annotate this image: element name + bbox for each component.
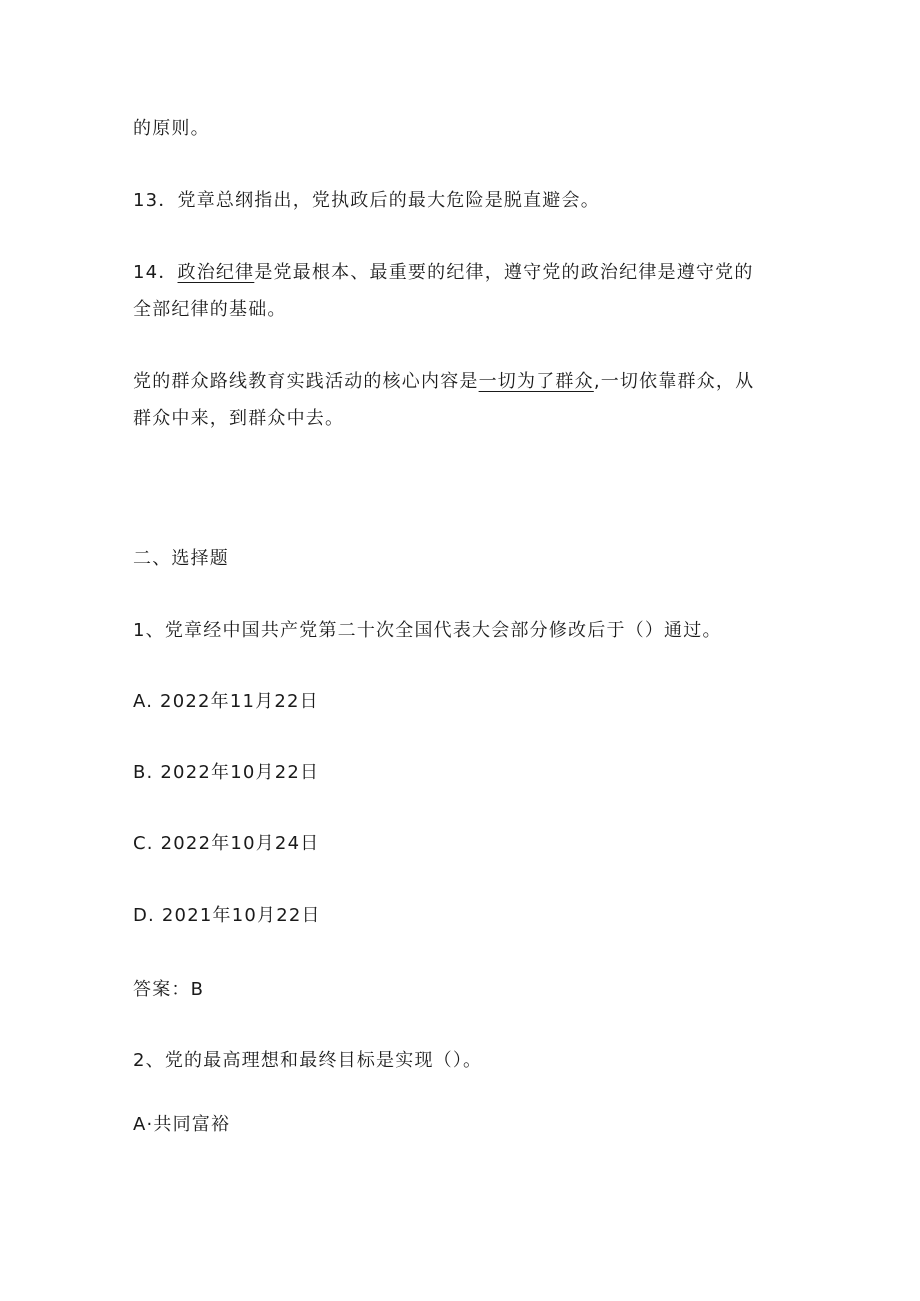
- item-12-tail: 的原则。: [133, 118, 210, 139]
- item-14-line-1-rest: 是党最根本、最重要的纪律，遵守党的政治纪律是遵守党的: [254, 262, 754, 283]
- question-1-stem: 1、党章经中国共产党第二十次全国代表大会部分修改后于（）通过。: [133, 620, 722, 641]
- question-2-option-a: A·共同富裕: [133, 1114, 231, 1135]
- item-13-text: ．党章总纲指出，党执政后的最大危险是脱直避会。: [158, 190, 600, 211]
- item-14-number: 14: [133, 262, 159, 283]
- item-14-line-2: 全部纪律的基础。: [133, 299, 287, 320]
- question-1-option-a: A. 2022年11月22日: [133, 691, 319, 712]
- question-1-option-d: D. 2021年10月22日: [133, 905, 321, 926]
- item-14-prefix: ．: [158, 262, 178, 283]
- item-14-line-1: [133, 261, 793, 285]
- item-15-line-1-rest: ,一切依靠群众，从: [593, 371, 755, 392]
- section-heading: 二、选择题: [133, 548, 229, 569]
- item-14-blank-answer: 政治纪律: [177, 262, 255, 283]
- item-13: [133, 189, 793, 213]
- item-15-line-2: 群众中来，到群众中去。: [133, 408, 345, 429]
- item-13-number: 13: [133, 190, 159, 211]
- question-2-stem: 2、党的最高理想和最终目标是实现（）。: [133, 1050, 483, 1071]
- item-15-line-1: [133, 370, 793, 394]
- item-15-prefix: 党的群众路线教育实践活动的核心内容是: [133, 371, 479, 392]
- question-1-answer: 答案：B: [133, 979, 205, 1000]
- question-1-option-c: C. 2022年10月24日: [133, 833, 320, 854]
- item-15-blank-answer: 一切为了群众: [478, 371, 594, 392]
- question-1-option-b: B. 2022年10月22日: [133, 762, 320, 783]
